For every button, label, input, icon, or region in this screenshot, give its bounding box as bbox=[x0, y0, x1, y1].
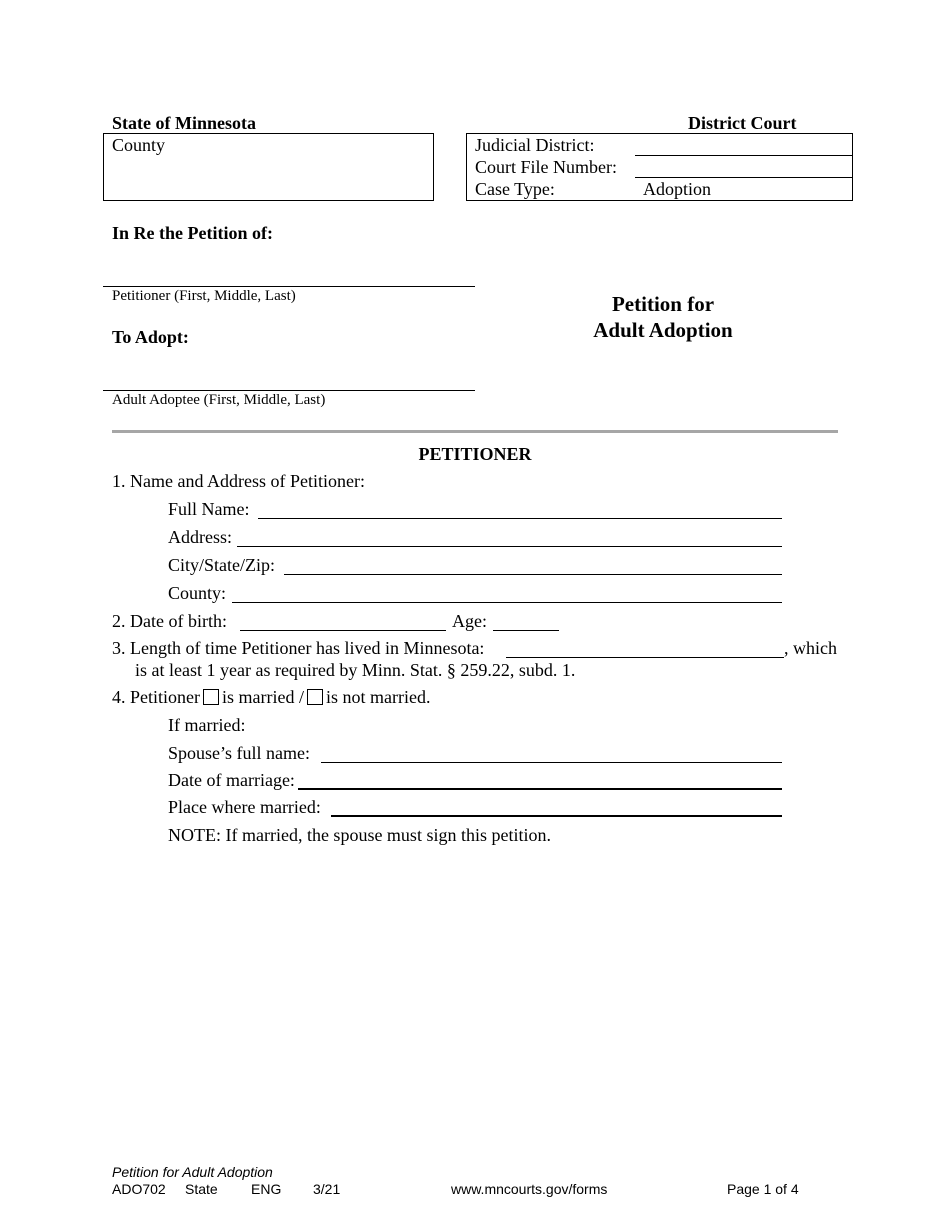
not-married-label: is not married. bbox=[325, 687, 431, 707]
petitioner-caption: Petitioner (First, Middle, Last) bbox=[112, 288, 296, 304]
place-married-label: Place where married: bbox=[168, 797, 321, 817]
item-3-label: 3. Length of time Petitioner has lived in Minnesota: bbox=[112, 638, 485, 658]
petitioner-name-field[interactable] bbox=[103, 286, 475, 287]
case-type-value: Adoption bbox=[643, 179, 712, 199]
document-title bbox=[538, 291, 788, 343]
place-married-field[interactable] bbox=[331, 815, 782, 817]
if-married-label: If married: bbox=[168, 715, 246, 735]
adoptee-name-field[interactable] bbox=[103, 390, 475, 391]
item-3-statute-text: is at least 1 year as required by Minn. Stat. § 259.22, subd. 1. bbox=[135, 660, 576, 680]
date-of-marriage-label: Date of marriage: bbox=[168, 770, 295, 790]
footer-revision: 3/21 bbox=[313, 1181, 341, 1197]
address-field[interactable] bbox=[237, 546, 782, 547]
state-name: State of Minnesota bbox=[112, 113, 256, 133]
spouse-note: NOTE: If married, the spouse must sign this petition. bbox=[168, 825, 551, 845]
adoptee-caption: Adult Adoptee (First, Middle, Last) bbox=[112, 392, 326, 408]
married-label: is married / bbox=[222, 687, 304, 707]
address-label: Address: bbox=[168, 527, 232, 547]
married-checkbox[interactable] bbox=[203, 689, 219, 705]
item-2-label: 2. Date of birth: bbox=[112, 611, 227, 631]
court-info-box bbox=[466, 133, 853, 201]
title-line-2: Adult Adoption bbox=[593, 318, 733, 342]
spouse-name-label: Spouse’s full name: bbox=[168, 743, 310, 763]
footer-form-title: Petition for Adult Adoption bbox=[112, 1164, 273, 1180]
court-file-number-label: Court File Number: bbox=[475, 157, 617, 177]
section-divider bbox=[112, 430, 838, 433]
age-label: Age: bbox=[452, 611, 487, 631]
footer-form-code: ADO702 bbox=[112, 1181, 166, 1197]
title-line-1: Petition for bbox=[611, 292, 715, 316]
county-box[interactable] bbox=[103, 133, 434, 201]
county-field[interactable] bbox=[232, 602, 782, 603]
judicial-district-label: Judicial District: bbox=[475, 135, 595, 155]
footer-page-number: Page 1 of 4 bbox=[727, 1181, 799, 1197]
spouse-name-field[interactable] bbox=[321, 762, 782, 763]
city-state-zip-label: City/State/Zip: bbox=[168, 555, 275, 575]
item-4-marital-status bbox=[112, 687, 430, 708]
county-label: County bbox=[112, 135, 166, 155]
not-married-checkbox[interactable] bbox=[307, 689, 323, 705]
item-3-which: , which bbox=[784, 638, 837, 658]
item-1-label: 1. Name and Address of Petitioner: bbox=[112, 471, 365, 491]
footer-language: ENG bbox=[251, 1181, 282, 1197]
court-name: District Court bbox=[688, 113, 797, 133]
case-type-label: Case Type: bbox=[475, 179, 555, 199]
judicial-district-field[interactable] bbox=[635, 155, 853, 156]
date-of-birth-field[interactable] bbox=[240, 630, 446, 631]
date-of-marriage-field[interactable] bbox=[298, 788, 782, 790]
age-field[interactable] bbox=[493, 630, 559, 631]
footer-website: www.mncourts.gov/forms bbox=[451, 1181, 608, 1197]
section-heading: PETITIONER bbox=[418, 444, 532, 464]
county-field-label: County: bbox=[168, 583, 227, 603]
to-adopt-heading: To Adopt: bbox=[112, 327, 189, 347]
footer-jurisdiction: State bbox=[185, 1181, 218, 1197]
full-name-field[interactable] bbox=[258, 518, 782, 519]
court-file-number-field[interactable] bbox=[635, 177, 853, 178]
residency-length-field[interactable] bbox=[506, 657, 784, 658]
item-4-prefix: 4. Petitioner bbox=[112, 687, 200, 707]
city-state-zip-field[interactable] bbox=[284, 574, 782, 575]
in-re-heading: In Re the Petition of: bbox=[112, 223, 273, 243]
full-name-label: Full Name: bbox=[168, 499, 250, 519]
